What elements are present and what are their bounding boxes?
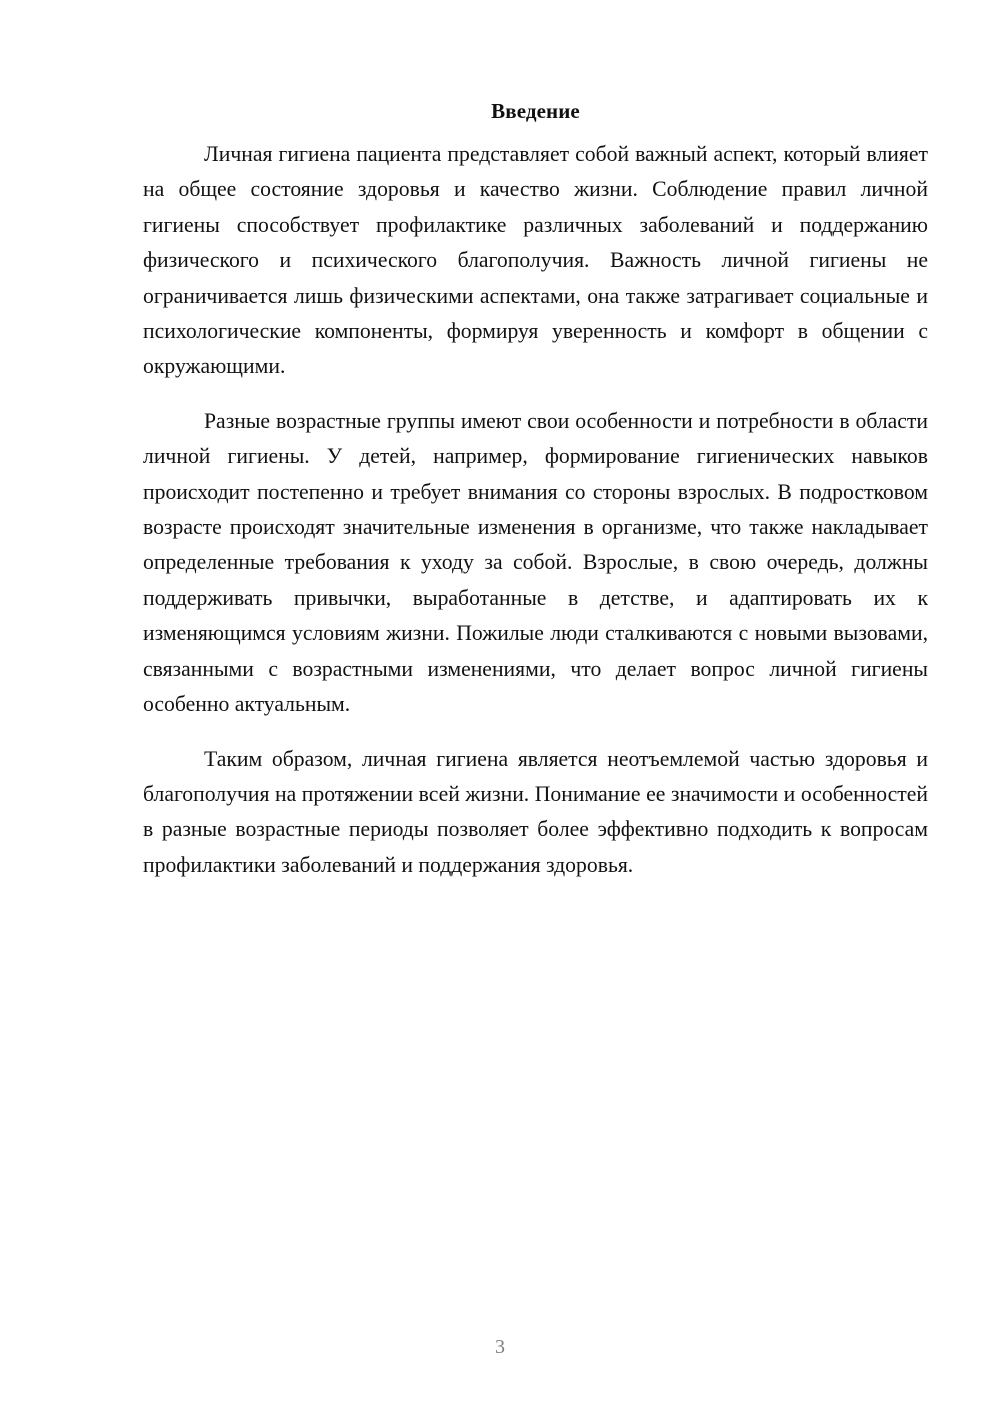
paragraph-conclusion: Таким образом, личная гигиена является неотъемлемой частью здоровья и благополучия на протяжении всей жизни. Понимание ее значимости и особенностей в разные возрастные периоды позволяет более эффективно подходить к вопросам профилактики заболеваний и поддержания здоровья. [143,746,928,877]
page-number: 3 [495,1336,505,1358]
section-heading: Введение [491,99,580,123]
page-content [143,94,928,883]
paragraph-age-groups: Разные возрастные группы имеют свои особенности и потребности в области личной гигиены. У детей, например, формирование гигиенических навыков происходит постепенно и требует внимания со стороны взрослых. В подростковом возрасте происходят значительные изменения в организме, что также накладывает определенные требования к уходу за собой. Взрослые, в свою очередь, должны поддерживать привычки, выработанные в детстве, и адаптировать их к изменяющимся условиям жизни. Пожилые люди сталкиваются с новыми вызовами, связанными с возрастными изменениями, что делает вопрос личной гигиены особенно актуальным. [143,408,928,717]
paragraph-intro: Личная гигиена пациента представляет собой важный аспект, который влияет на общее состояние здоровья и качество жизни. Соблюдение правил личной гигиены способствует профилактике различных заболеваний и поддержанию физического и психического благополучия. Важность личной гигиены не ограничивается лишь физическими аспектами, она также затрагивает социальные и психологические компоненты, формируя уверенность и комфорт в общении с окружающими. [143,142,928,379]
